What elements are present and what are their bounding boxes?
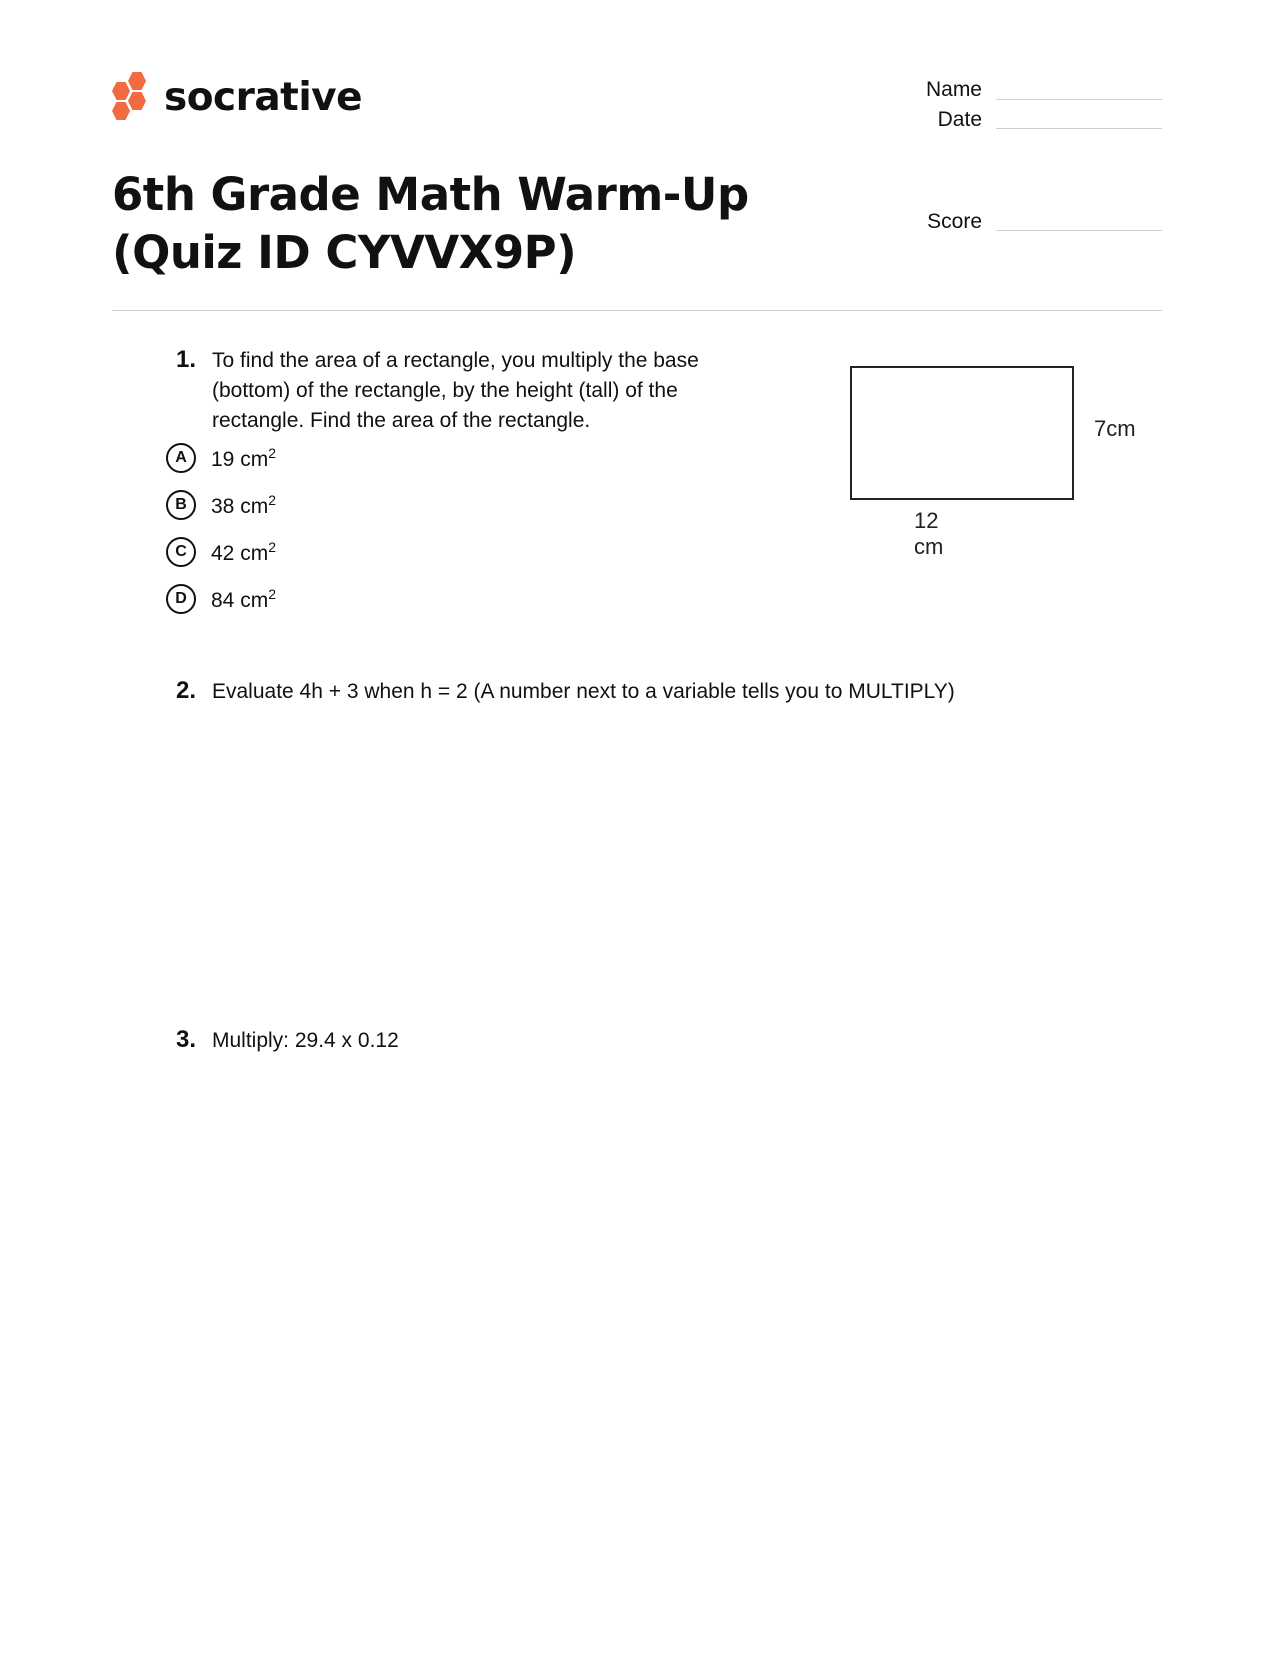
option-d-bubble[interactable]: D (166, 584, 196, 614)
name-label: Name (925, 78, 982, 101)
option-a-text: 19 $cm^2$ (211, 444, 276, 471)
question-1-option-d[interactable] (166, 584, 276, 614)
score-line (996, 230, 1162, 231)
question-3-number: 3. (175, 1026, 196, 1053)
option-a-bubble[interactable]: A (166, 443, 196, 473)
option-c-text: 42 $cm^2$ (211, 538, 276, 565)
question-1-option-a[interactable] (166, 443, 276, 473)
date-line (996, 128, 1162, 129)
socrative-logo (112, 72, 362, 122)
option-c-bubble[interactable]: C (166, 537, 196, 567)
rectangle-shape (850, 366, 1074, 500)
question-2-text: Evaluate 4h + 3 when h = 2 (A number next to a variable tells you to MULTIPLY) (212, 680, 955, 703)
date-label: Date (937, 108, 982, 131)
page-title: 6th Grade Math Warm-Up (Quiz ID CYVVX9P) (112, 168, 749, 279)
question-2-number: 2. (175, 677, 196, 704)
option-b-text: 38 $cm^2$ (211, 491, 276, 518)
option-d-text: 84 $cm^2$ (211, 585, 276, 612)
question-1-option-b[interactable] (166, 490, 276, 520)
brand-name: socrative (164, 74, 363, 120)
header-divider (112, 310, 1162, 311)
question-1-number: 1. (175, 346, 196, 373)
rectangle-width-label: 12 cm (914, 508, 944, 559)
question-1-text: To find the area of a rectangle, you multiply the base (bottom) of the rectangle, by the height (tall) of the rectangle. Find the area of the rectangle. (212, 349, 699, 432)
question-1-option-c[interactable] (166, 537, 276, 567)
hexagon-cluster-icon (112, 72, 150, 122)
name-line (996, 99, 1162, 100)
option-b-bubble[interactable]: B (166, 490, 196, 520)
rectangle-height-label: 7cm (1094, 416, 1136, 441)
question-3-text: Multiply: 29.4 x 0.12 (212, 1029, 399, 1052)
score-label: Score (927, 210, 982, 233)
